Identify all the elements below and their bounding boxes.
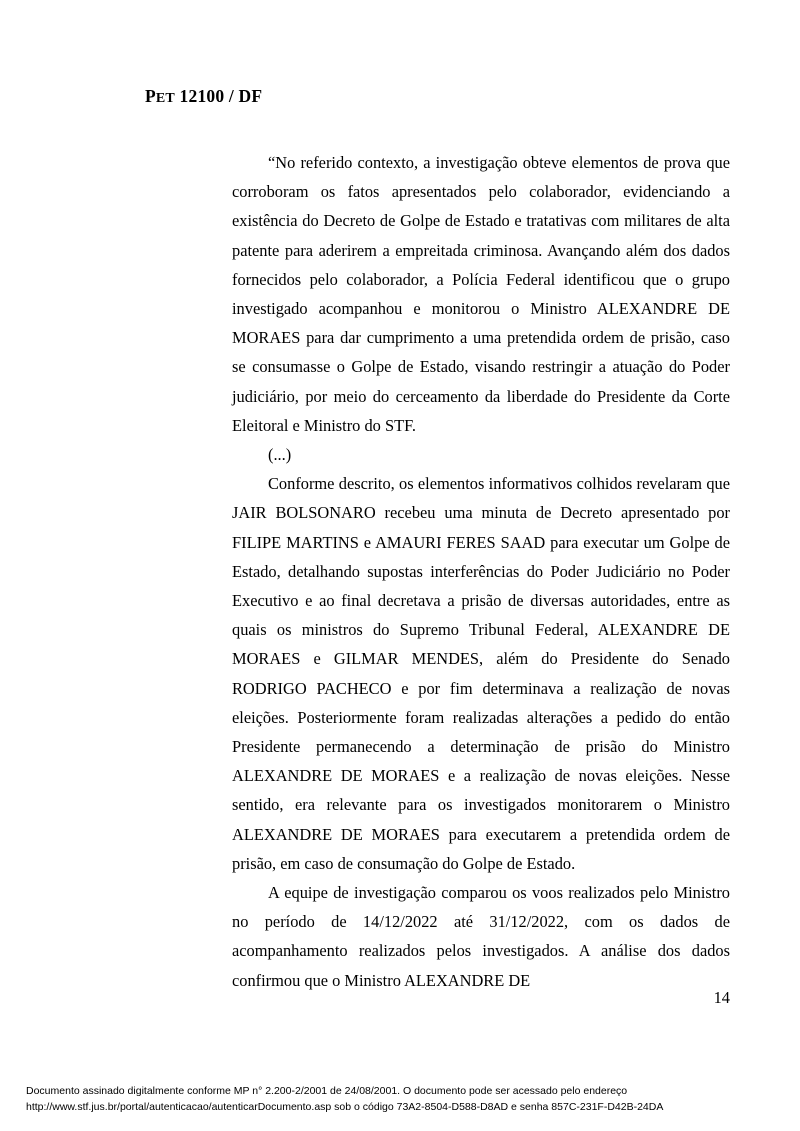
document-body — [232, 148, 730, 995]
header-case-prefix: P — [145, 86, 156, 106]
paragraph-ellipsis: (...) — [268, 445, 292, 465]
header-case-number: 12100 / DF — [174, 86, 263, 106]
page-header — [145, 86, 262, 107]
paragraph: A equipe de investigação comparou os voos realizados pelo Ministro no período de 14/12/2022 até 31/12/2022, com os dados de acompanhamento realizados pelos investigados. A análise dos dados confirmou que o Ministro ALEXANDRE DE — [232, 883, 730, 990]
footer-line-2: http://www.stf.jus.br/portal/autenticacao/autenticarDocumento.asp sob o código 73A2-8504-D588-D8AD e senha 857C-231F-D42B-24DA — [26, 1100, 664, 1113]
page-footer — [26, 1084, 774, 1115]
paragraph: “No referido contexto, a investigação obteve elementos de prova que corroboram os fatos apresentados pelo colaborador, evidenciando a existência do Decreto de Golpe de Estado e tratativas com militares de alta patente para aderirem a empreitada criminosa. Avançando além dos dados fornecidos pelo colaborador, a Polícia Federal identificou que o grupo investigado acompanhou e monitorou o Ministro ALEXANDRE DE MORAES para dar cumprimento a uma pretendida ordem de prisão, caso se consumasse o Golpe de Estado, visando restringir a atuação do Poder judiciário, por meio do cerceamento da liberdade do Presidente da Corte Eleitoral e Ministro do STF. — [232, 153, 730, 435]
paragraph: Conforme descrito, os elementos informativos colhidos revelaram que JAIR BOLSONARO recebeu uma minuta de Decreto apresentado por FILIPE MARTINS e AMAURI FERES SAAD para executar um Golpe de Estado, detalhando supostas interferências do Poder Judiciário no Poder Executivo e ao final decretava a prisão de diversas autoridades, entre as quais os ministros do Supremo Tribunal Federal, ALEXANDRE DE MORAES e GILMAR MENDES, além do Presidente do Senado RODRIGO PACHECO e por fim determinava a realização de novas eleições. Posteriormente foram realizadas alterações a pedido do então Presidente permanecendo a determinação de prisão do Ministro ALEXANDRE DE MORAES e a realização de novas eleições. Nesse sentido, era relevante para os investigados monitorarem o Ministro ALEXANDRE DE MORAES para executarem a pretendida ordem de prisão, em caso de consumação do Golpe de Estado. — [232, 474, 730, 873]
footer-line-1: Documento assinado digitalmente conforme MP n° 2.200-2/2001 de 24/08/2001. O documento pode ser acessado pelo endereço — [26, 1085, 628, 1097]
page-number: 14 — [713, 988, 730, 1007]
header-case-prefix-rest: ET — [155, 91, 175, 106]
